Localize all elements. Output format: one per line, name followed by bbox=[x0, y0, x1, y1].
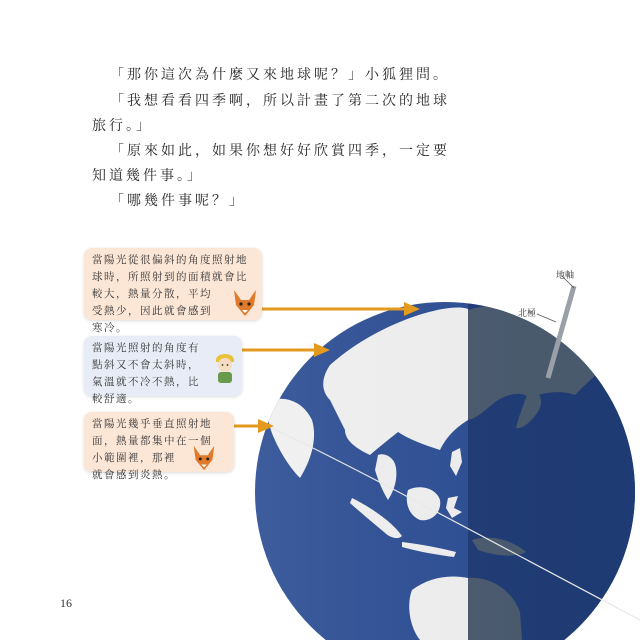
callout-text: 就會感到炎熱。 bbox=[92, 469, 176, 481]
story-line-4: 「原來如此，如果你想好好欣賞四季，一定要 bbox=[110, 143, 450, 159]
story-line-1: 「那你這次為什麼又來地球呢？」小狐狸問。 bbox=[110, 67, 450, 83]
callout-text: 當陽光從很偏斜的角度照射地 bbox=[92, 254, 248, 266]
callout-text: 點斜又不會太斜時， bbox=[92, 359, 200, 371]
callout-text: 氣溫就不冷不熱，比 bbox=[92, 376, 200, 388]
page-number: 16 bbox=[60, 596, 72, 610]
arrow-moderate bbox=[242, 343, 330, 357]
callout-text: 球時，所照射到的面積就會比 bbox=[92, 271, 248, 283]
callout-text: 寒冷。 bbox=[92, 322, 128, 334]
callout-moderate-sunlight bbox=[84, 336, 242, 405]
callout-text: 小範圍裡，那裡 bbox=[92, 452, 176, 464]
little-prince-icon bbox=[212, 350, 238, 384]
story-line-2: 「我想看看四季啊，所以計畫了第二次的地球 bbox=[110, 93, 450, 109]
story-line-3: 旅行。」 bbox=[92, 118, 153, 134]
callout-text: 較大，熱量分散，平均 bbox=[92, 288, 212, 300]
fox-icon bbox=[230, 288, 260, 318]
axis-label: 地軸 bbox=[556, 271, 575, 281]
callout-text: 當陽光照射的角度有 bbox=[92, 342, 200, 354]
callout-text: 面，熱量都集中在一個 bbox=[92, 435, 212, 447]
callout-oblique-sunlight bbox=[84, 248, 262, 334]
story-line-5: 知道幾件事。」 bbox=[92, 168, 204, 184]
fox-icon bbox=[190, 444, 218, 472]
callout-text: 較舒適。 bbox=[92, 393, 140, 405]
callout-direct-sunlight bbox=[84, 412, 234, 481]
callout-text: 受熱少，因此就會感到 bbox=[92, 305, 212, 317]
north-pole-label: 北極 bbox=[518, 309, 537, 319]
callout-text: 當陽光幾乎垂直照射地 bbox=[92, 418, 212, 430]
story-line-6: 「哪幾件事呢？」 bbox=[110, 193, 246, 209]
